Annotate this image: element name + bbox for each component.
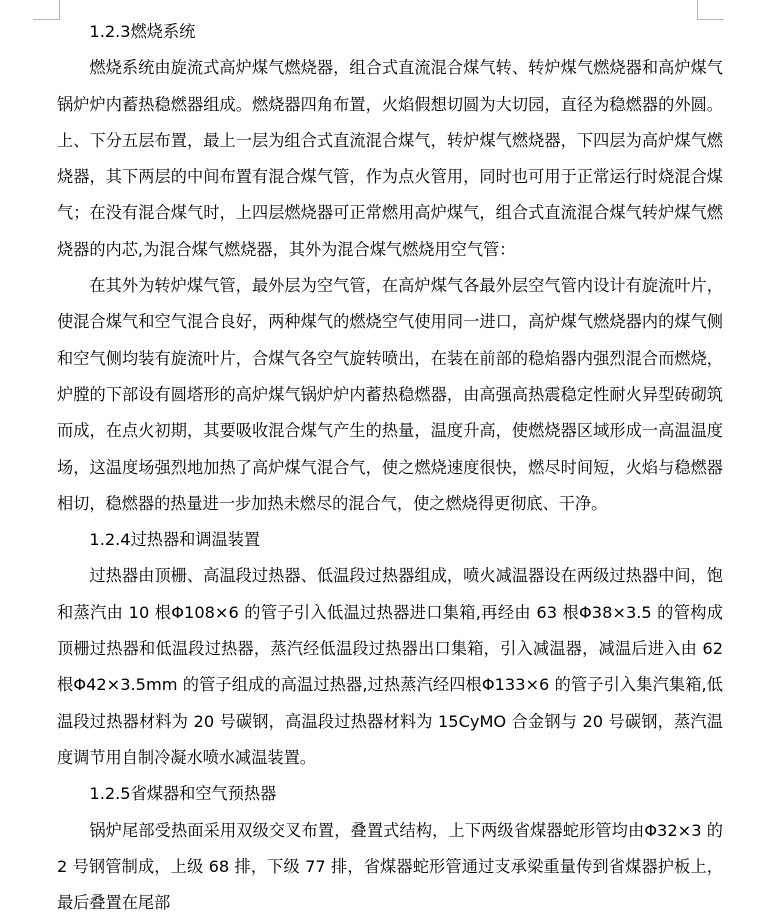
section-paragraph-1-2-3-a: 燃烧系统由旋流式高炉煤气燃烧器，组合式直流混合煤气转、转炉煤气燃烧器和高炉煤气锅炉炉内蓄热稳燃器组成。燃烧器四角布置，火焰假想切圆为大切园，直径为稳燃器的外圆。上、下分五层布置，最上一层为组合式直流混合煤气，转炉煤气燃烧器，下四层为高炉煤气燃烧器，其下两层的中间布置有混合煤气管，作为点火管用，同时也可用于正常运行时烧混合煤气；在没有混合煤气时，上四层燃烧器可正常燃用高炉煤气，组合式直流混合煤气转炉煤气燃烧器的内芯,为混合煤气燃烧器，其外为混合煤气燃烧用空气管： bbox=[57, 58, 723, 259]
margin-guide-top-left bbox=[33, 0, 60, 20]
section-heading-1-2-3: 1.2.3燃烧系统 bbox=[89, 22, 196, 41]
section-heading-1-2-5: 1.2.5省煤器和空气预热器 bbox=[89, 784, 277, 804]
document-body bbox=[57, 14, 723, 921]
section-heading-1-2-4: 1.2.4过热器和调温装置 bbox=[89, 530, 261, 550]
section-paragraph-1-2-4-a: 过热器由顶栅、高温段过热器、低温段过热器组成，喷火减温器设在两级过热器中间，饱和蒸汽由 10 根Φ108×6 的管子引入低温过热器进口集箱,再经由 63 根Φ38×3.5 的管构成顶栅过热器和低温段过热器，蒸汽经低温段过热器出口集箱，引入减温器，减温后进入由 62 根Φ42×3.5mm 的管子组成的高温过热器,过热蒸汽经四根Φ133×6 的管子引入集汽集箱,低温段过热器材料为 20 号碳钢，高温段过热器材料为 15CyMO 合金钢与 20 号碳钢，蒸汽温度调节用自制冷凝水喷水减温装置。 bbox=[57, 566, 723, 767]
section-paragraph-1-2-3-b: 在其外为转炉煤气管，最外层为空气管，在高炉煤气各最外层空气管内设计有旋流叶片，使混合煤气和空气混合良好，两种煤气的燃烧空气使用同一进口，高炉煤气燃烧器内的煤气侧和空气侧均装有旋流叶片，合煤气各空气旋转喷出，在装在前部的稳焰器内强烈混合而燃烧，炉膛的下部设有圆塔形的高炉煤气锅炉炉内蓄热稳燃器，由高强高热震稳定性耐火异型砖砌筑而成，在点火初期，其要吸收混合煤气产生的热量，温度升高，使燃烧器区域形成一高温温度场，这温度场强烈地加热了高炉煤气混合气，使之燃烧速度很快，燃尽时间短，火焰与稳燃器相切，稳燃器的热量进一步加热未燃尽的混合气，使之燃烧得更彻底、干净。 bbox=[57, 276, 723, 513]
section-paragraph-1-2-5-a: 锅炉尾部受热面采用双级交叉布置，叠置式结构，上下两级省煤器蛇形管均由Φ32×3 的 2 号钢管制成，上级 68 排，下级 77 排，省煤器蛇形管通过支承梁重量传到省煤器护板上，最后叠置在尾部 bbox=[57, 820, 723, 913]
